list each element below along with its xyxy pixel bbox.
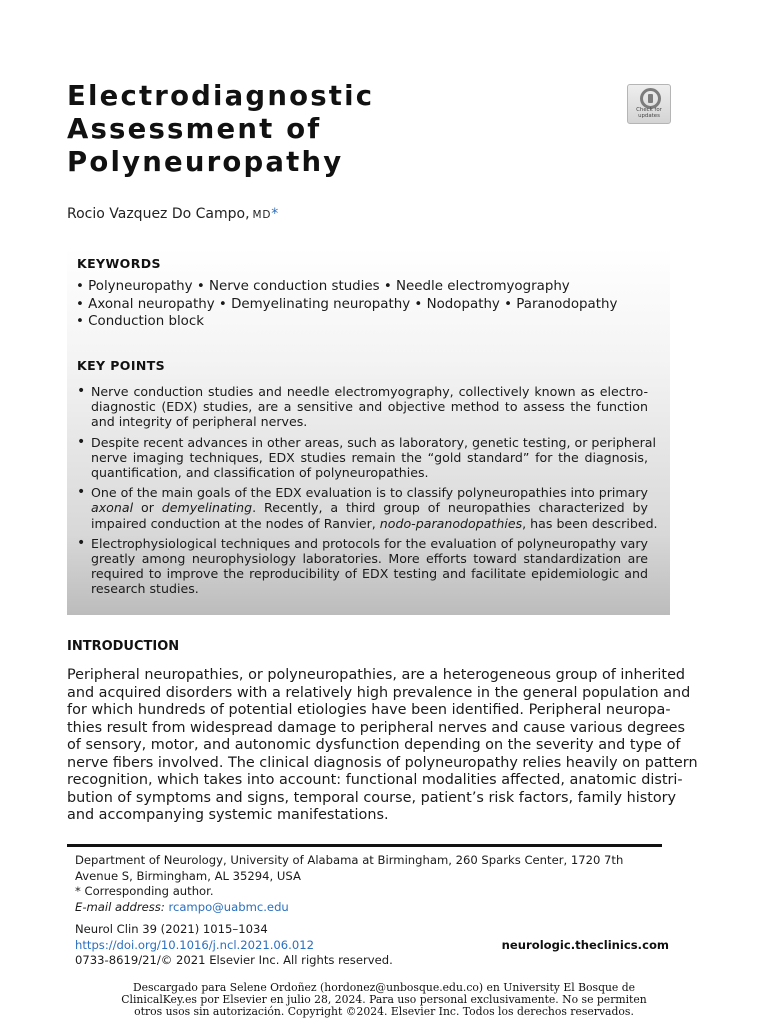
journal-citation: Neurol Clin 39 (2021) 1015–1034 — [75, 922, 268, 936]
corresponding-marker[interactable]: * — [271, 206, 279, 222]
key-point-item: • Nerve conduction studies and needle electromyography, collectively known as electro- diagnostic (EDX) studies, are a sensitive and objective method to assess the function and integrity of peripheral nerves. — [76, 384, 648, 430]
introduction-heading: INTRODUCTION — [67, 639, 180, 654]
author-line — [67, 206, 278, 222]
bookmark-icon — [640, 88, 661, 109]
title-line: Assessment of — [67, 113, 322, 145]
key-point-item: • Despite recent advances in other areas, such as laboratory, genetic testing, or peripheral nerve imaging techniques, EDX studies remain the “gold standard” for the diagnosis, quantification, and classification of polyneuropathies. — [76, 435, 648, 481]
email-label: E-mail address: — [75, 899, 165, 914]
key-points-list — [76, 384, 658, 602]
footnote-divider — [67, 844, 662, 847]
title-line: Electrodiagnostic — [67, 80, 375, 112]
keyword-line: • Polyneuropathy • Nerve conduction studies • Needle electromyography — [76, 279, 570, 294]
email-link[interactable]: rcampo@uabmc.edu — [168, 899, 289, 914]
article-title — [67, 80, 547, 179]
keyword-line: • Conduction block — [76, 314, 204, 329]
author-name: Rocio Vazquez Do Campo, — [67, 206, 250, 222]
title-line: Polyneuropathy — [67, 146, 344, 178]
keywords-keypoints-box — [67, 248, 670, 615]
introduction-paragraph: Peripheral neuropathies, or polyneuropathies, are a heterogeneous group of inherited and acquired disorders with a relatively high prevalence in the general population and for which hundreds of potential etiologies have been identified. Peripheral neuropa- thies result from widespread damage to peripheral nerves and cause various degrees of sensory, motor, and autonomic dysfunction depending on the severity and type of nerve fibers involved. The clinical diagnosis of polyneuropathy relies heavily on pattern recognition, which takes into account: functional modalities affected, anatomic distri- bution of symptoms and signs, temporal course, patient’s risk factors, family history and accompanying systemic manifestations. — [67, 667, 698, 823]
affiliation-footnote: Department of Neurology, University of Alabama at Birmingham, 260 Sparks Center, 1720 7th Avenue S, Birmingham, AL 35294, USA * Corresponding author. E-mail address: rcampo@uabmc.edu — [75, 853, 624, 914]
key-point-item: • Electrophysiological techniques and protocols for the evaluation of polyneuropathy vary greatly among neurophysiology laboratories. More efforts toward standardization are required to improve the reproducibility of EDX testing and facilitate epidemiologic and research studies. — [76, 536, 648, 597]
keywords-heading: KEYWORDS — [77, 256, 161, 271]
copyright-line: 0733-8619/21/© 2021 Elsevier Inc. All rights reserved. — [75, 953, 393, 967]
check-for-updates-badge[interactable] — [627, 84, 671, 124]
key-points-heading: KEY POINTS — [77, 358, 166, 373]
keywords-list — [76, 278, 666, 331]
keyword-line: • Axonal neuropathy • Demyelinating neuropathy • Nodopathy • Paranodopathy — [76, 296, 618, 312]
download-notice: Descargado para Selene Ordoñez (hordonez@unbosque.edu.co) en University El Bosque de ClinicalKey.es por Elsevier en julio 28, 2024. Para uso personal exclusivamente. No se permiten otros usos sin autorización. Copyright ©2024. Elsevier Inc. Todos los derechos reservados. — [121, 981, 647, 1019]
author-degree: MD — [252, 209, 272, 221]
key-point-item: • One of the main goals of the EDX evaluation is to classify polyneuropathies into primary axonal or demyelinating. Recently, a third group of neuropathies characterized by impaired conduction at the nodes of Ranvier, nodo-paranodopathies, has been described. — [76, 485, 648, 531]
doi-link[interactable]: https://doi.org/10.1016/j.ncl.2021.06.012 — [75, 937, 314, 952]
journal-website[interactable]: neurologic.theclinics.com — [501, 938, 669, 952]
badge-label: Check for updates — [636, 107, 662, 119]
